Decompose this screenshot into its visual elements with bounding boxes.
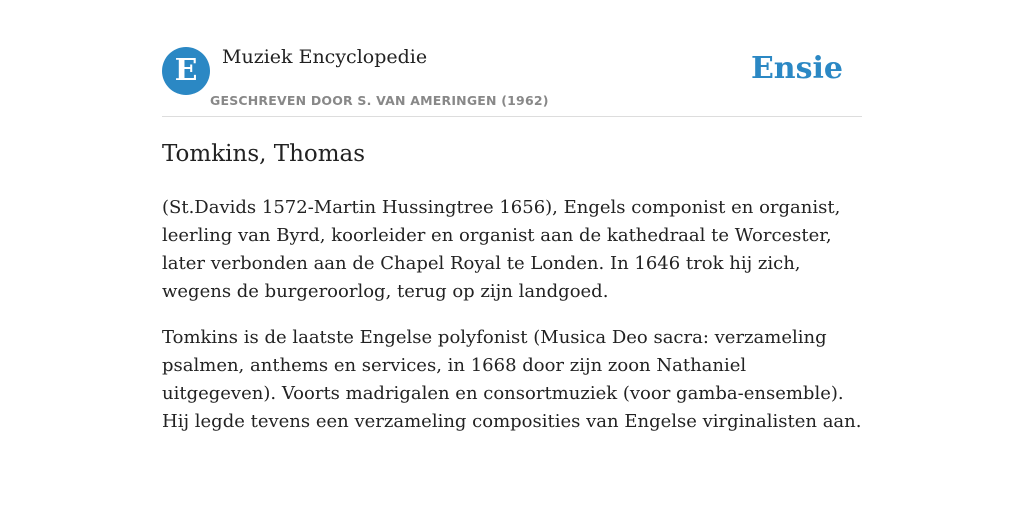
article-paragraph: (St.Davids 1572-Martin Hussingtree 1656), Engels componist en organist, leerling van Byrd, koorleider en organist aan de kathedraal te Worcester, later verbonden aan de Chapel Royal te Londen. In 1646 trok hij zich, wegens de burgeroorlog, terug op zijn landgoed. (162, 197, 841, 302)
page-header (162, 0, 862, 117)
article-paragraph: Tomkins is de laatste Engelse polyfonist (Musica Deo sacra: verzameling psalmen, anthems en services, in 1668 door zijn zoon Nathaniel uitgegeven). Voorts madrigalen en consortmuziek (voor gamba-ensemble). Hij legde tevens een verzameling composities van Engelse virginalisten aan. (162, 327, 862, 432)
article-title: Tomkins, Thomas (162, 141, 366, 167)
source-title-link[interactable]: Muziek Encyclopedie (222, 46, 428, 68)
article-body (162, 138, 862, 454)
author-byline: GESCHREVEN DOOR S. VAN AMERINGEN (1962) (210, 93, 549, 108)
ensie-brand-logo[interactable]: Ensie (750, 51, 843, 86)
source-logo-icon[interactable]: E (162, 47, 210, 95)
